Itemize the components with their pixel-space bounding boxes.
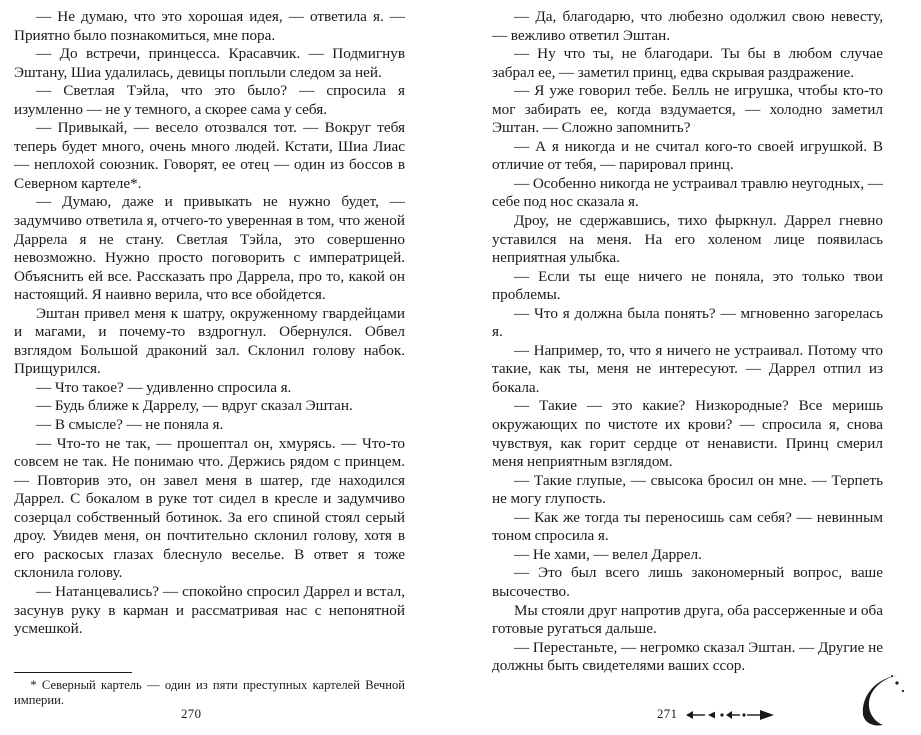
paragraph: — Что я должна была понять? — мгновенно загорелась я. <box>492 304 883 341</box>
paragraph: — Не думаю, что это хорошая идея, — ответила я. — Приятно было познакомиться, мне пора. <box>14 8 405 44</box>
decorative-arrow-ornament-icon <box>686 707 774 723</box>
paragraph: — А я никогда и не считал кого-то своей игрушкой. В отличие от тебя, — парировал принц. <box>492 137 883 174</box>
paragraph: Дроу, не сдержавшись, тихо фыркнул. Даррел гневно уставился на меня. На его холеном лице появилась неприятная улыбка. <box>492 212 883 267</box>
paragraph: — Что-то не так, — прошептал он, хмурясь. — Что-то совсем не так. Не понимаю что. Держись рядом с принцем. — Повторив это, он завел меня в шатер, где находился Даррел. С бокалом в руке тот сидел в кресле и задумчиво созерцал собственный ботинок. За его спиной стоял серый дроу. Увидев меня, он почтительно склонил голову, хотя в его раскосых глазах блеснуло веселье. В ответ я тоже склонила голову. <box>14 434 405 582</box>
paragraph: — Например, то, что я ничего не устраивал. Потому что такие, как ты, меня не интересуют. — Даррел отпил из бокала. <box>492 341 883 396</box>
footnote-separator-rule <box>14 672 132 673</box>
paragraph: — Особенно никогда не устраивал травлю неугодных, — себе под нос сказала я. <box>492 174 883 211</box>
paragraph: — Не хами, — велел Даррел. <box>514 545 702 563</box>
paragraph: — Если ты еще ничего не поняла, это только твои проблемы. <box>492 267 883 304</box>
paragraph: — Привыкай, — весело отозвался тот. — Вокруг тебя теперь будет много, очень много людей. Кстати, Шиа Лиас — неплохой союзник. Говорят, ее отец — один из боссов в Северном картеле*. <box>14 119 405 192</box>
paragraph: — Такие — это какие? Низкородные? Все меришь окружающих по чистоте их крови? — спросила я, снова чувствуя, как горит сердце от ненависти. Принц смерил меня неприятным взглядом. <box>492 397 883 471</box>
page-number-left: 270 <box>181 707 202 721</box>
paragraph: — Натанцевались? — спокойно спросил Даррел и встал, засунув руку в карман и рассматривая нас с непонятной усмешкой. <box>14 582 405 638</box>
footnote-block <box>14 672 405 709</box>
paragraph: — Перестаньте, — негромко сказал Эштан. — Другие не должны быть свидетелями ваших ссор. <box>492 638 883 675</box>
left-page-text-column <box>14 8 405 639</box>
paragraph: — Как же тогда ты переносишь сам себя? — невинным тоном спросила я. <box>492 508 883 545</box>
paragraph: — Да, благодарю, что любезно одолжил свою невесту, — вежливо ответил Эштан. <box>492 8 883 44</box>
paragraph: — Я уже говорил тебе. Белль не игрушка, чтобы кто-то мог забирать ее, когда вздумается, — холодно заметил Эштан. — Сложно запомнить? <box>492 82 883 137</box>
right-page-text-column <box>492 8 883 676</box>
paragraph: — Ну что ты, не благодари. Ты бы в любом случае забрал ее, — заметил принц, едва скрывая раздражение. <box>492 45 883 81</box>
paragraph: Мы стояли друг напротив друга, оба рассерженные и оба готовые ругаться дальше. <box>492 601 883 638</box>
paragraph: — Будь ближе к Даррелу, — вдруг сказал Эштан. <box>36 397 353 415</box>
crescent-moon-ornament-icon <box>851 671 907 727</box>
paragraph: Эштан привел меня к шатру, окруженному гвардейцами и магами, и почему-то вздрогнул. Обернулся. Обвел взглядом Большой драконий зал. Склонил голову набок. Прищурился. <box>14 304 405 378</box>
footnote-text: * Северный картель — один из пяти преступных картелей Вечной империи. <box>14 678 405 708</box>
paragraph: — Это был всего лишь закономерный вопрос, ваше высочество. <box>492 564 883 600</box>
paragraph: — Что такое? — удивленно спросила я. <box>36 378 292 396</box>
paragraph: — Думаю, даже и привыкать не нужно будет, — задумчиво ответила я, отчего-то уверенная в том, что женой Даррела я не стану. Светлая Тэйла, это совершенно невозможно. Нужно просто поговорить с императрицей. Объяснить ей все. Рассказать про Даррела, про то, какой он настоящий. Я наивно верила, что все обойдется. <box>14 193 405 304</box>
paragraph: — В смысле? — не поняла я. <box>36 416 224 434</box>
paragraph: — Такие глупые, — свысока бросил он мне. — Терпеть не могу глупость. <box>492 471 883 508</box>
page-number-right: 271 <box>657 707 678 721</box>
paragraph: — До встречи, принцесса. Красавчик. — Подмигнув Эштану, Шиа удалилась, девицы поплыли следом за ней. <box>14 45 405 81</box>
paragraph: — Светлая Тэйла, что это было? — спросила я изумленно — не у темного, а скорее сама у себя. <box>14 82 405 118</box>
